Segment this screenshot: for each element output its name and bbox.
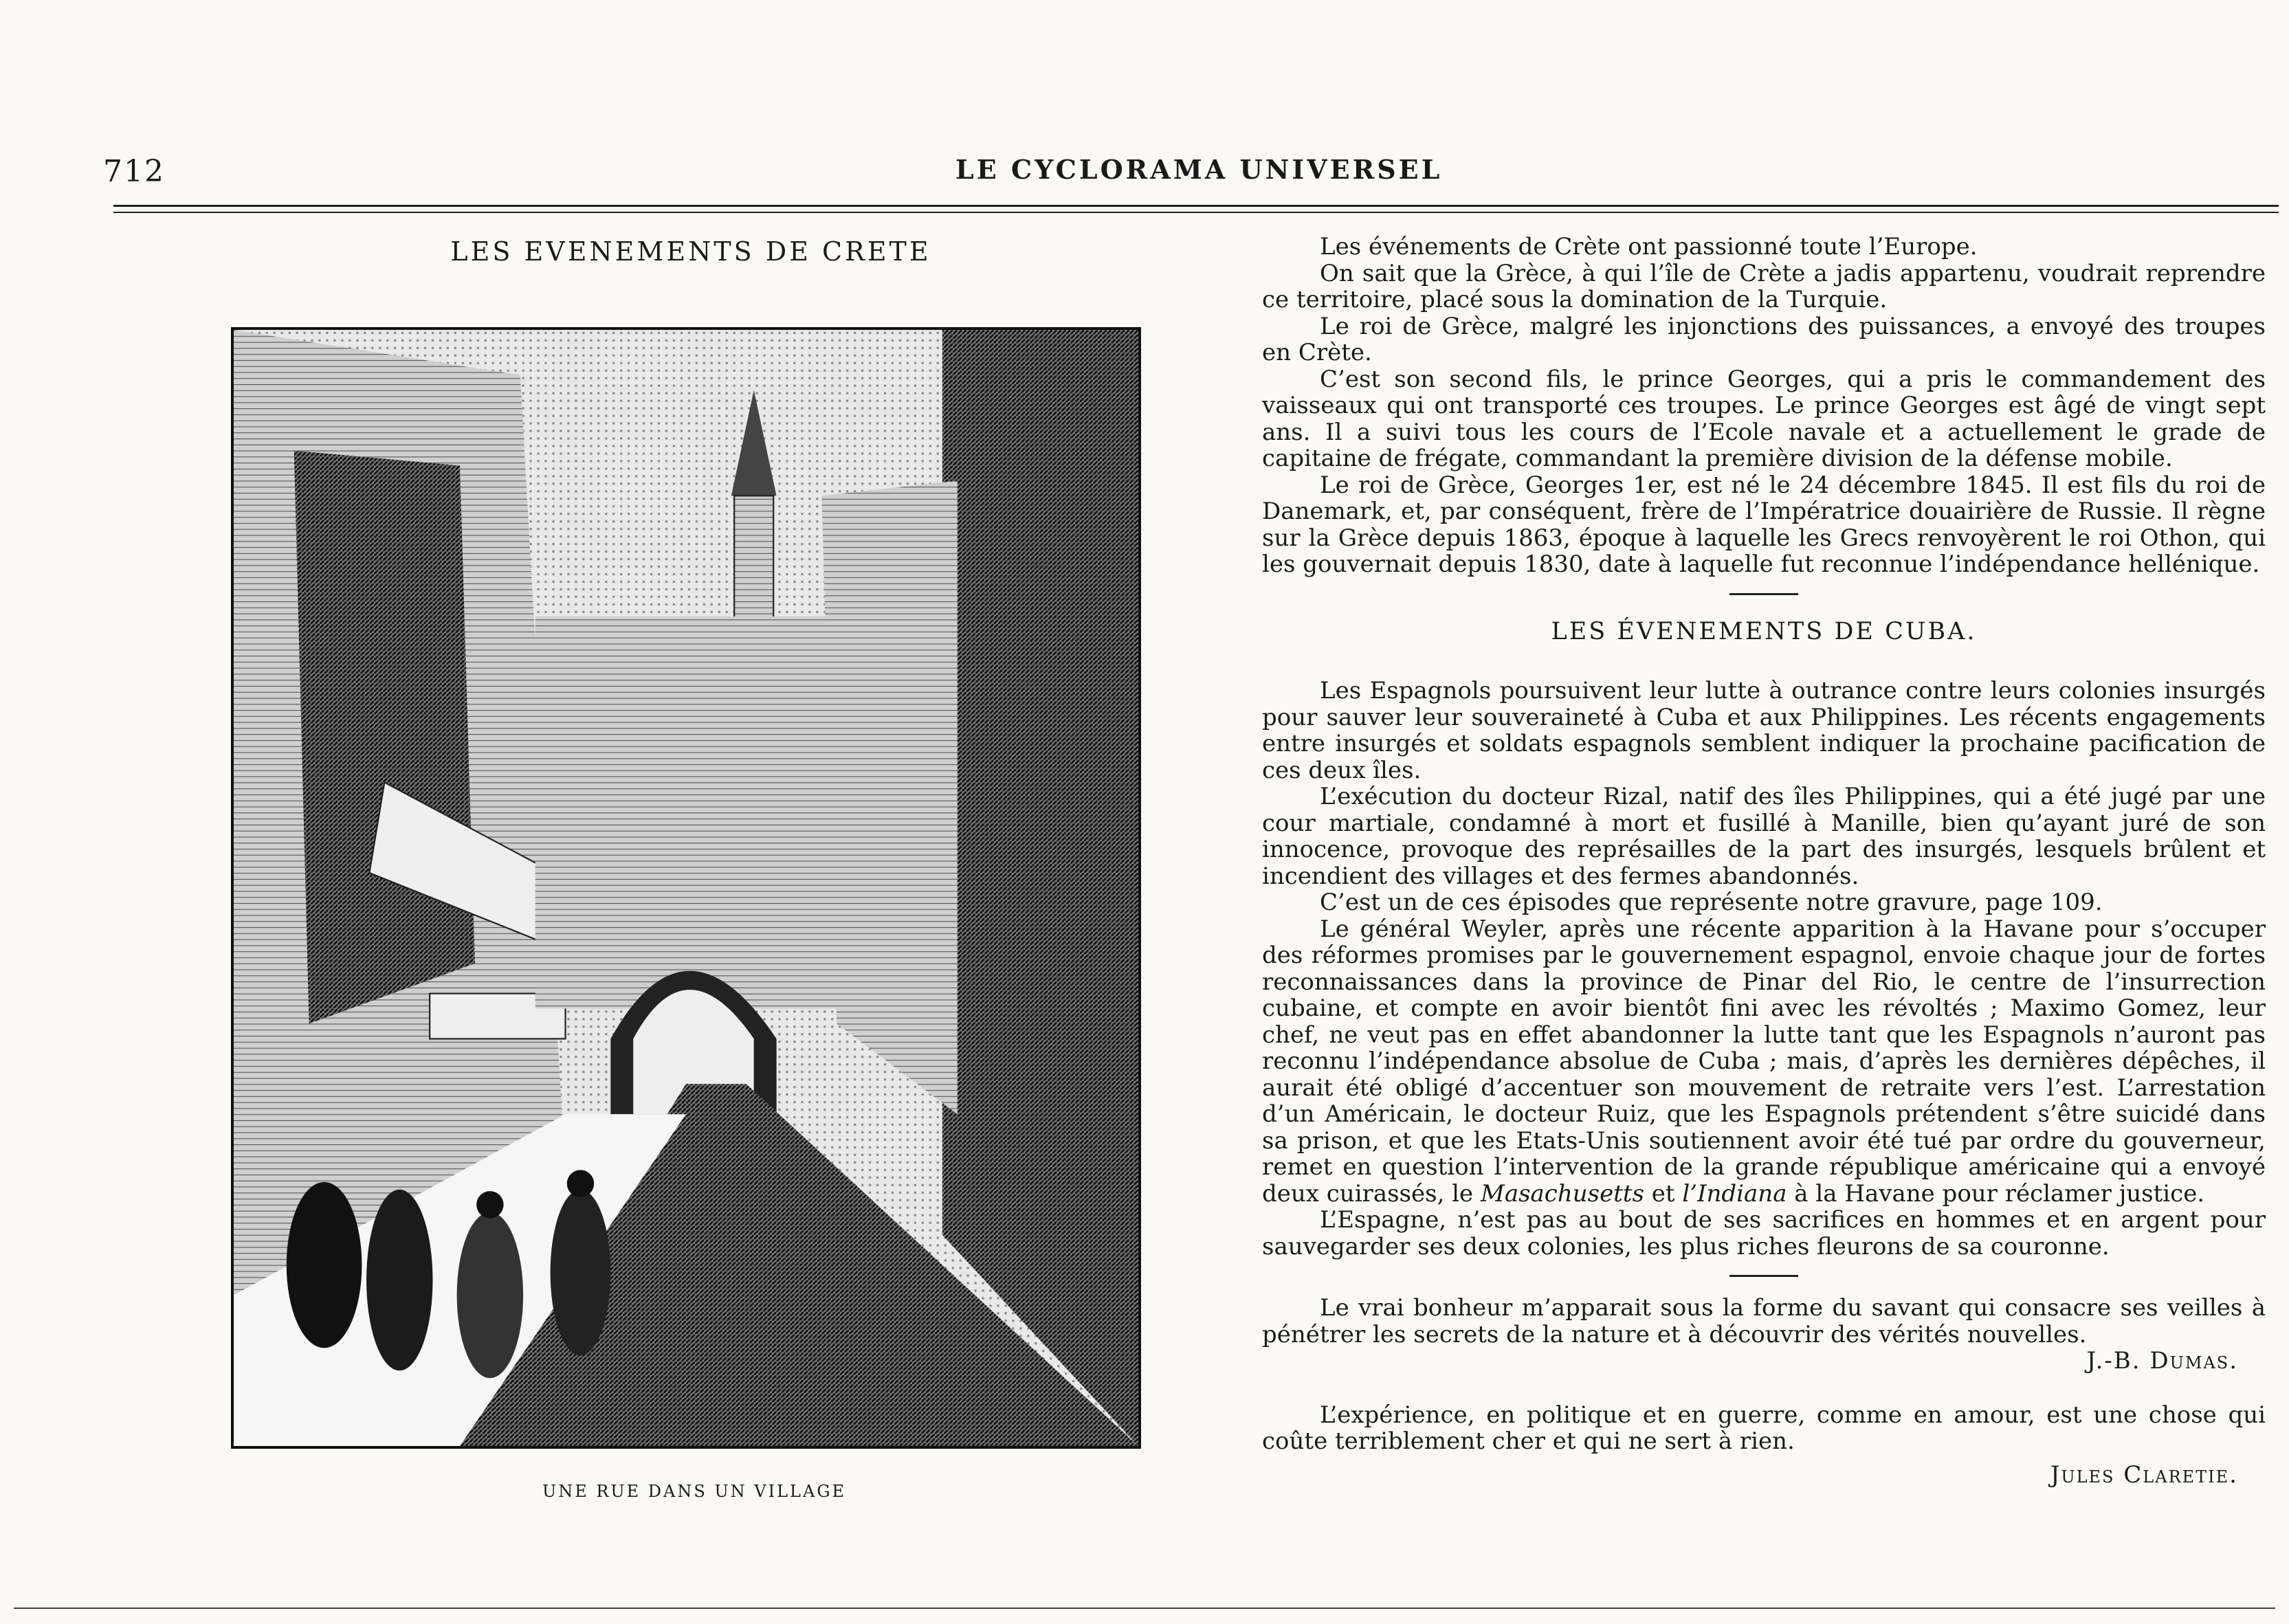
quote-1-text: Le vrai bonheur m’apparait sous la forme du savant qui consacre ses veilles à pénétrer les secrets de la nature et à découvrir des vérités nouvelles. [1262,1294,2266,1348]
street-engraving [231,327,1141,1449]
cuba-paragraph-4-text: Le général Weyler, après une récente apparition à la Havane pour s’occuper des réformes promises par le gouvernement espagnol, envoie chaque jour de fortes reconnaissances dans la province de Pinar del Rio, le centre de l’insurrection cubaine, et compte en avoir bientôt fini avec les révoltés ; Maximo Gomez, leur chef, ne veut pas en effet abandonner la lutte tant que les Espagnols n’auront pas reconnu l’indépendance absolue de Cuba ; mais, d’après les dernières dépêches, il aurait été obligé d’accentuer son mouvement de retraite vers l’est. L’arrestation d’un Américain, le docteur Ruiz, que les Espagnols prétendent s’être suicidé dans sa prison, et que les Etats-Unis soutiennent avoir été tué par ordre du gouverneur, remet en question l’intervention de la grande république américaine qui a envoyé deux cuirassés, le [1262,915,2266,1208]
cuba-paragraph-4-end: à la Havane pour réclamer justice. [1787,1179,2205,1208]
header-rule-thin [113,212,2279,213]
cuba-paragraph-4-conj: et [1644,1179,1683,1208]
ship-name-1: Masachusetts [1481,1179,1644,1208]
quote-1-author: J.-B. Dumas. [2086,1347,2238,1375]
crete-paragraph-4: C’est son second fils, le prince Georges, qui a pris le commandement des vaisseaux qui ont transporté ces troupes. Le prince Georges est âgé de vingt sept ans. Il a suivi tous les cours de l’Ecole navale et a actuellement le grade de capitaine de frégate, commandant la première division de la défense mobile. [1262,365,2266,472]
crete-paragraph-3: Le roi de Grèce, malgré les injonctions des puissances, a envoyé des troupes en Crète. [1262,312,2266,366]
bottom-rule [14,1608,2275,1609]
quote-2-text: L’expérience, en politique et en guerre, comme en amour, est une chose qui coûte terriblement cher et qui ne sert à rien. [1262,1401,2266,1455]
running-head: LE CYCLORAMA UNIVERSEL [955,154,1443,185]
crete-paragraph-2: On sait que la Grèce, à qui l’île de Crète a jadis appartenu, voudrait reprendre ce territoire, placé sous la domination de la Turquie. [1262,259,2266,313]
ship-name-2: l’Indiana [1682,1179,1787,1208]
header-rule [113,205,2279,207]
section-separator [1729,593,1798,595]
crete-heading-left: LES EVENEMENTS DE CRETE [450,236,931,267]
cuba-paragraph-2: L’exécution du docteur Rizal, natif des îles Philippines, qui a été jugé par une cour martiale, condamné à mort et fusillé à Manille, bien qu’ayant juré de son innocence, provoque des représailles de la part des insurgés, lesquels brûlent et incendient des villages et des fermes abandonnés. [1262,783,2266,890]
page-number: 712 [103,154,165,189]
cuba-heading: LES ÉVENEMENTS DE CUBA. [1551,617,1977,645]
quote-separator [1729,1275,1798,1277]
cuba-paragraph-4 [1262,916,2266,1208]
cuba-paragraph-1: Les Espagnols poursuivent leur lutte à outrance contre leurs colonies insurgés pour sauver leur souveraineté à Cuba et aux Philippines. Les récents engagements entre insurgés et soldats espagnols semblent indiquer la prochaine pacification de ces deux îles. [1262,677,2266,784]
illustration-caption: UNE RUE DANS UN VILLAGE [542,1482,847,1501]
crete-paragraph-5: Le roi de Grèce, Georges 1er, est né le 24 décembre 1845. Il est fils du roi de Danemark, et, par conséquent, frère de l’Impératrice douairière de Russie. Il règne sur la Grèce depuis 1863, époque à laquelle les Grecs renvoyèrent le roi Othon, qui les gouvernait depuis 1830, date à laquelle fut reconnue l’indépendance hellénique. [1262,471,2266,578]
cuba-paragraph-5: L’Espagne, n’est pas au bout de ses sacrifices en hommes et en argent pour sauvegarder ses deux colonies, les plus riches fleurons de sa couronne. [1262,1206,2266,1260]
article-column [1262,234,2266,1488]
engraving-drawing [234,330,1138,1446]
cuba-paragraph-3: C’est un de ces épisodes que représente notre gravure, page 109. [1320,889,2103,916]
crete-paragraph-1: Les événements de Crète ont passionné toute l’Europe. [1320,233,1978,260]
quote-2-author: Jules Claretie. [2050,1460,2238,1489]
